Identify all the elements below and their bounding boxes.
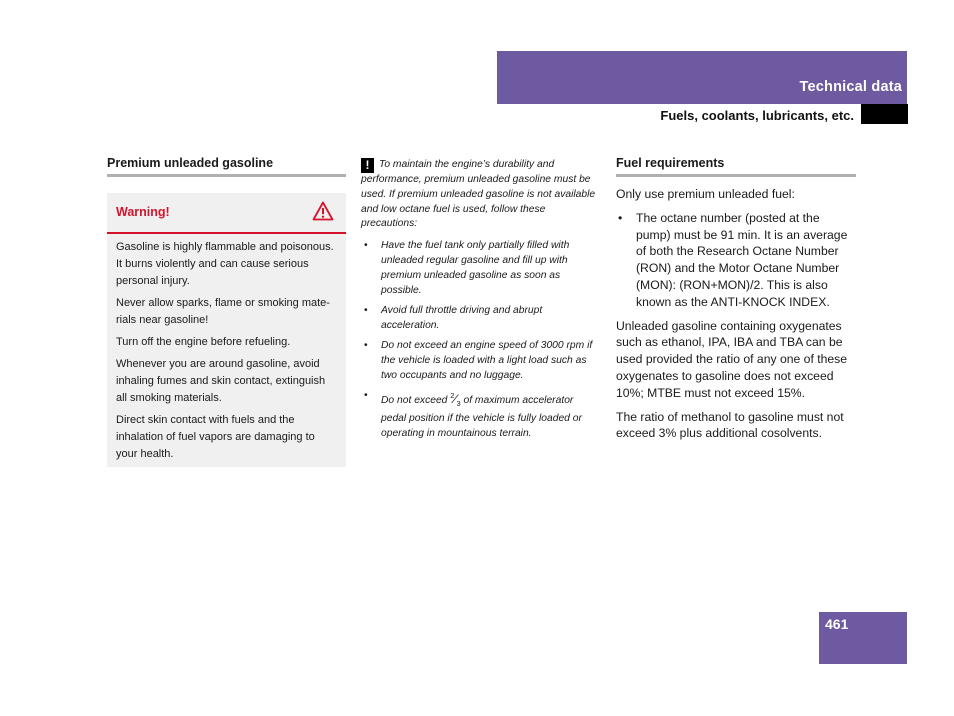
list-item-text-after: of maximum accelerator pedal position if the vehicle is fully loaded or operating in mountainous terrain.	[381, 395, 582, 440]
list-item	[361, 338, 601, 383]
fraction-slash: ⁄	[454, 392, 457, 407]
list-item-text: Avoid full throttle driving and abrupt acceleration.	[381, 305, 543, 332]
chapter-tab-marker	[861, 104, 908, 124]
warning-body	[107, 234, 346, 463]
warning-header	[107, 193, 346, 234]
methanol-paragraph: The ratio of methanol to gasoline must not exceed 3% plus additional cosolvents.	[616, 409, 844, 441]
list-item-text: Do not exceed an engine speed of 3000 rpm if the vehicle is loaded with a light load such as two occupants and no luggage.	[381, 340, 593, 382]
fraction-denominator: 3	[456, 399, 461, 409]
bullet-icon: •	[364, 340, 368, 352]
warning-paragraph: Whenever you are around gasoline, avoid inhaling fumes and skin contact, extinguish all smoking materials.	[116, 358, 326, 404]
subsection-title: Fuels, coolants, lubricants, etc.	[660, 108, 854, 123]
bullet-icon: •	[364, 390, 368, 402]
warning-triangle-icon	[312, 201, 334, 226]
list-item-text: Have the fuel tank only partially filled with unleaded regular gasoline and fill up with premium unleaded gasoline as soon as possible.	[381, 240, 570, 297]
list-item-text-before: Do not exceed	[381, 395, 451, 407]
note-intro-paragraph	[361, 158, 601, 232]
warning-box	[107, 193, 346, 467]
premium-gasoline-heading: Premium unleaded gasoline	[107, 156, 346, 177]
warning-paragraph: Never allow sparks, flame or smoking mate-rials near gasoline!	[116, 297, 330, 326]
warning-label: Warning!	[116, 205, 170, 219]
list-item	[361, 388, 601, 441]
precautions-list	[361, 238, 601, 441]
list-item-text: The octane number (posted at the pump) must be 91 min. It is an average of both the Research Octane Number (RON) and the Motor Octane Number (MON): (RON+MON)/2. This is also known as the ANTI-KNOCK INDEX.	[636, 210, 848, 309]
list-item	[616, 210, 856, 311]
exclamation-icon: !	[361, 158, 374, 173]
fuel-requirements-heading: Fuel requirements	[616, 156, 856, 177]
list-item	[361, 303, 601, 333]
note-block	[361, 158, 601, 446]
oxygenates-paragraph: Unleaded gasoline containing oxygenates such as ethanol, IPA, IBA and TBA can be used provided the ratio of any one of these oxygenates to gasoline does not exceed 10%; MTBE must not exceed 15%.	[616, 318, 848, 400]
fraction-numerator: 2	[450, 391, 455, 401]
warning-paragraph: Direct skin contact with fuels and the inhalation of fuel vapors are damaging to your health.	[116, 414, 315, 460]
fuel-requirements-list	[616, 210, 856, 311]
note-intro-text: To maintain the engine’s durability and performance, premium unleaded gasoline must be used. If premium unleaded gasoline is not available and low octane fuel is used, follow these precautions:	[361, 159, 596, 230]
bullet-icon: •	[364, 240, 368, 252]
bullet-icon: •	[618, 210, 623, 225]
warning-paragraph: Turn off the engine before refueling.	[116, 336, 291, 348]
section-title: Technical data	[799, 79, 902, 95]
page-number: 461	[825, 616, 849, 632]
header-band	[497, 51, 907, 104]
fuel-intro: Only use premium unleaded fuel:	[616, 187, 795, 201]
list-item	[361, 238, 601, 298]
warning-paragraph: Gasoline is highly flammable and poisonous. It burns violently and can cause serious personal injury.	[116, 241, 334, 287]
bullet-icon: •	[364, 305, 368, 317]
fuel-requirements-body	[616, 186, 856, 449]
